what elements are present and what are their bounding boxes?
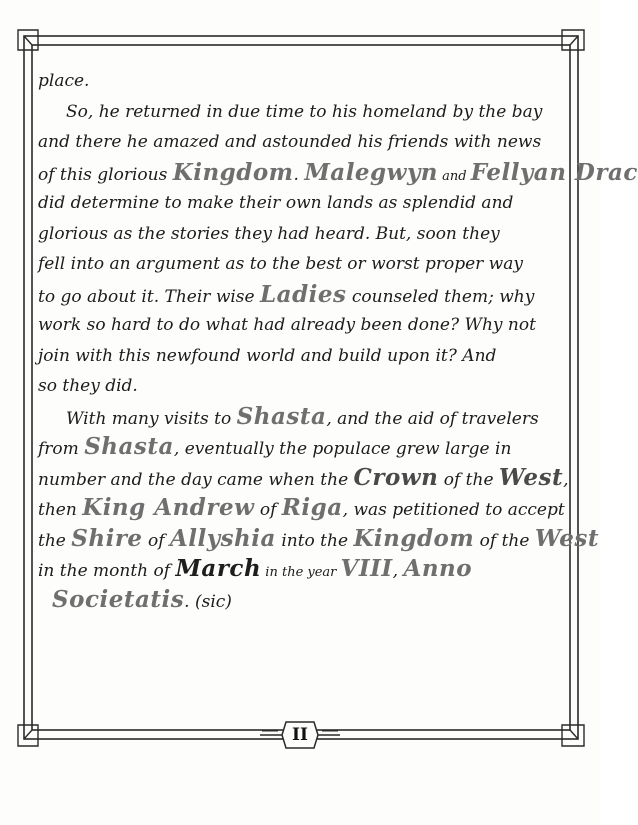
text-line — [38, 341, 566, 372]
highlighted-word: Shasta — [84, 433, 174, 460]
text-fragment: work so hard to do what had already been done? Why not — [38, 315, 536, 335]
highlighted-word: Shire — [71, 524, 143, 552]
highlighted-word: Malegwyn — [304, 158, 439, 186]
highlighted-word: West — [534, 524, 599, 552]
text-fragment: and there he amazed and astounded his friends with news — [38, 132, 542, 152]
highlighted-word: Shasta — [236, 402, 327, 430]
highlighted-word: Riga — [281, 494, 343, 521]
text-line — [38, 310, 566, 341]
text-fragment: of this glorious — [38, 164, 173, 185]
highlighted-word: King Andrew — [82, 494, 255, 521]
highlighted-word: Ladies — [260, 280, 347, 308]
text-fragment: join with this newfound world and build upon it? And — [38, 345, 497, 366]
text-fragment: So, he returned in due time to his homeland by the bay — [66, 101, 543, 122]
text-fragment: . — [293, 164, 305, 185]
highlighted-word: Allyshia — [169, 524, 276, 552]
text-fragment: to go about it. Their wise — [38, 286, 260, 307]
text-fragment: counseled them; why — [346, 286, 535, 307]
text-line — [38, 188, 566, 219]
text-fragment: so they did. — [38, 376, 138, 396]
text-fragment: of the — [438, 469, 499, 490]
text-line — [38, 524, 599, 555]
text-fragment: then — [38, 500, 83, 520]
text-fragment: , — [563, 469, 569, 490]
text-fragment: , eventually the populace grew large in — [173, 439, 512, 459]
page-number: II — [292, 725, 308, 745]
text-line — [38, 219, 566, 250]
text-fragment: of — [142, 530, 170, 551]
text-fragment: of — [254, 500, 282, 520]
text-line — [38, 554, 566, 585]
text-fragment: from — [38, 439, 85, 459]
highlighted-word: Kingdom — [353, 524, 475, 552]
text-fragment: place. — [38, 71, 90, 91]
text-line — [38, 158, 638, 189]
text-fragment: . (sic) — [184, 591, 232, 612]
text-fragment: , and the aid of travelers — [326, 408, 539, 429]
highlighted-word: Kingdom — [172, 158, 294, 186]
text-fragment: fell into an argument as to the best or worst proper way — [38, 254, 523, 274]
text-fragment: glorious as the stories they had heard. But, soon they — [38, 223, 500, 244]
highlighted-word: West — [498, 463, 564, 491]
text-line — [38, 127, 566, 158]
text-line — [38, 493, 566, 524]
highlighted-word: March — [175, 555, 262, 582]
highlighted-word: Crown — [353, 463, 439, 491]
text-line — [38, 66, 566, 97]
highlighted-word: Anno — [403, 555, 473, 582]
text-fragment: , — [392, 561, 404, 581]
text-fragment: in the month of — [38, 561, 176, 581]
text-line — [38, 585, 566, 616]
text-fragment: the — [38, 530, 72, 551]
text-fragment: , was petitioned to accept — [342, 500, 565, 520]
text-line — [38, 249, 566, 280]
highlighted-word: Societatis — [52, 585, 185, 613]
text-fragment: of the — [474, 530, 535, 551]
text-line — [38, 280, 566, 311]
text-line — [38, 402, 566, 433]
text-line — [38, 371, 566, 402]
highlighted-word: Fellyan Drac — [470, 158, 638, 186]
text-fragment: in the year — [261, 565, 341, 580]
text-fragment: number and the day came when the — [38, 469, 354, 490]
text-fragment: into the — [275, 530, 354, 551]
manuscript-text — [38, 66, 638, 615]
text-line — [38, 463, 569, 494]
text-fragment: and — [438, 168, 471, 184]
highlighted-word: VIII — [340, 555, 393, 582]
text-fragment: With many visits to — [66, 408, 237, 429]
text-line — [38, 97, 566, 128]
text-line — [38, 432, 566, 463]
text-fragment: did determine to make their own lands as splendid and — [38, 193, 514, 213]
